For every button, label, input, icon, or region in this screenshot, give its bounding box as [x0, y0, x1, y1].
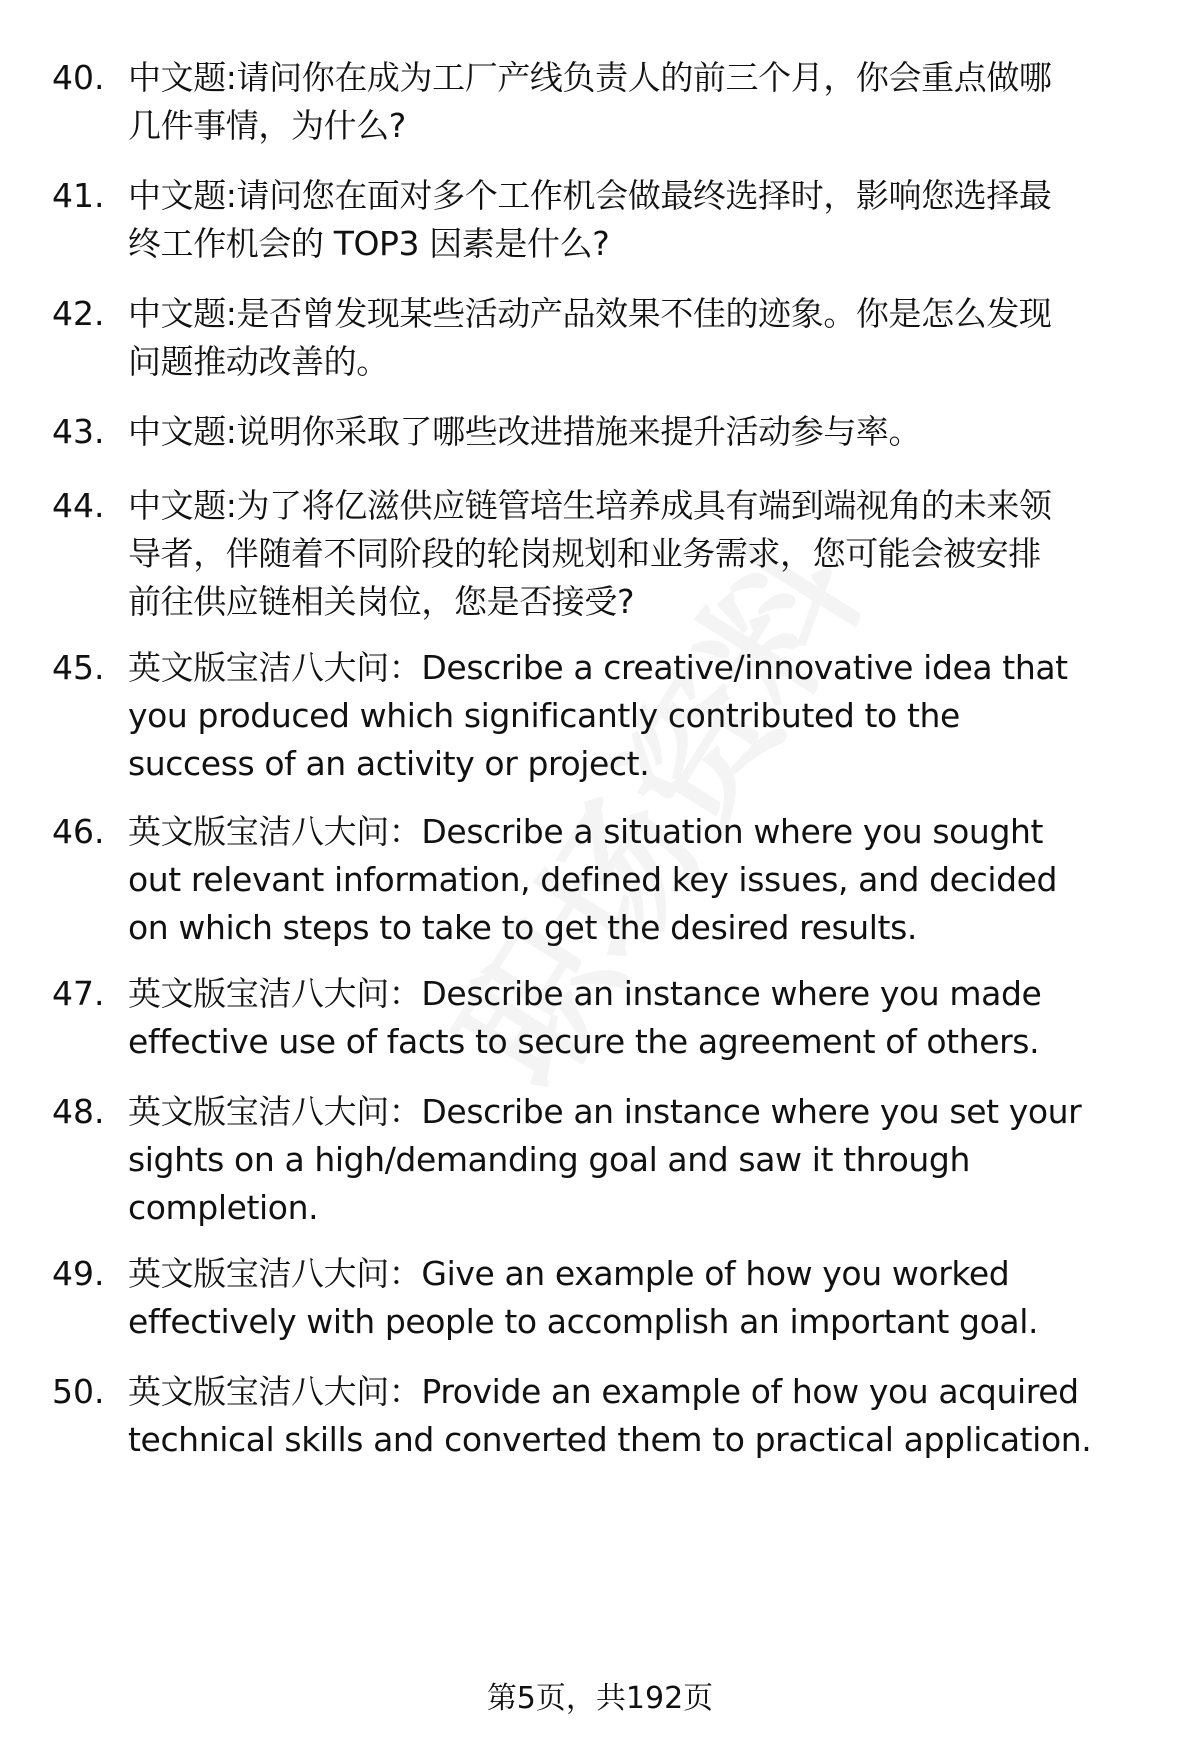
question-text: [128, 644, 1153, 788]
question-line: 中文题:请问您在面对多个工作机会做最终选择时，影响您选择最: [128, 176, 1052, 215]
question-line: 英文版宝洁八大问：Describe a creative/innovative idea that: [128, 648, 1068, 687]
question-line: you produced which significantly contributed to the: [128, 696, 960, 735]
question-text: [128, 54, 1153, 150]
question-line: 中文题:是否曾发现某些活动产品效果不佳的迹象。你是怎么发现: [128, 294, 1052, 333]
question-number: 48.: [52, 1092, 105, 1131]
page-footer: 第5页，共192页: [486, 1681, 714, 1716]
question-line: 中文题:请问你在成为工厂产线负责人的前三个月，你会重点做哪: [128, 58, 1052, 97]
question-line: 英文版宝洁八大问：Describe a situation where you sought: [128, 812, 1044, 851]
question-line: success of an activity or project.: [128, 744, 650, 783]
question-text: [128, 482, 1153, 626]
question-number: 40.: [52, 58, 105, 97]
question-line: 中文题:为了将亿滋供应链管培生培养成具有端到端视角的未来领: [128, 486, 1052, 525]
question-text: [128, 172, 1153, 268]
question-number: 47.: [52, 974, 105, 1013]
question-line: out relevant information, defined key issues, and decided: [128, 860, 1058, 899]
question-text: [128, 1368, 1153, 1464]
question-number: 45.: [52, 648, 105, 687]
question-line: effective use of facts to secure the agreement of others.: [128, 1022, 1040, 1061]
question-text: [128, 970, 1153, 1066]
question-line: completion.: [128, 1188, 319, 1227]
question-line: 导者，伴随着不同阶段的轮岗规划和业务需求，您可能会被安排: [128, 534, 1041, 573]
question-line: 问题推动改善的。: [128, 342, 389, 381]
question-line: effectively with people to accomplish an important goal.: [128, 1302, 1039, 1341]
question-line: technical skills and converted them to practical application.: [128, 1420, 1092, 1459]
question-line: 英文版宝洁八大问：Describe an instance where you set your: [128, 1092, 1082, 1131]
question-line: 中文题:说明你采取了哪些改进措施来提升活动参与率。: [128, 412, 922, 451]
question-text: [128, 290, 1153, 386]
question-number: 49.: [52, 1254, 105, 1293]
question-text: [128, 808, 1153, 952]
question-line: 英文版宝洁八大问：Give an example of how you worked: [128, 1254, 1010, 1293]
question-line: on which steps to take to get the desired results.: [128, 908, 917, 947]
question-number: 43.: [52, 412, 105, 451]
question-line: sights on a high/demanding goal and saw it through: [128, 1140, 970, 1179]
question-number: 46.: [52, 812, 105, 851]
question-number: 42.: [52, 294, 105, 333]
question-line: 终工作机会的 TOP3 因素是什么?: [128, 224, 610, 263]
question-text: [128, 1250, 1153, 1346]
question-text: [128, 1088, 1153, 1232]
question-line: 英文版宝洁八大问：Provide an example of how you acquired: [128, 1372, 1079, 1411]
question-number: 50.: [52, 1372, 105, 1411]
question-line: 几件事情，为什么?: [128, 106, 406, 145]
question-line: 前往供应链相关岗位，您是否接受?: [128, 582, 635, 621]
question-number: 41.: [52, 176, 105, 215]
question-number: 44.: [52, 486, 105, 525]
question-line: 英文版宝洁八大问：Describe an instance where you made: [128, 974, 1042, 1013]
question-text: [128, 408, 1153, 456]
